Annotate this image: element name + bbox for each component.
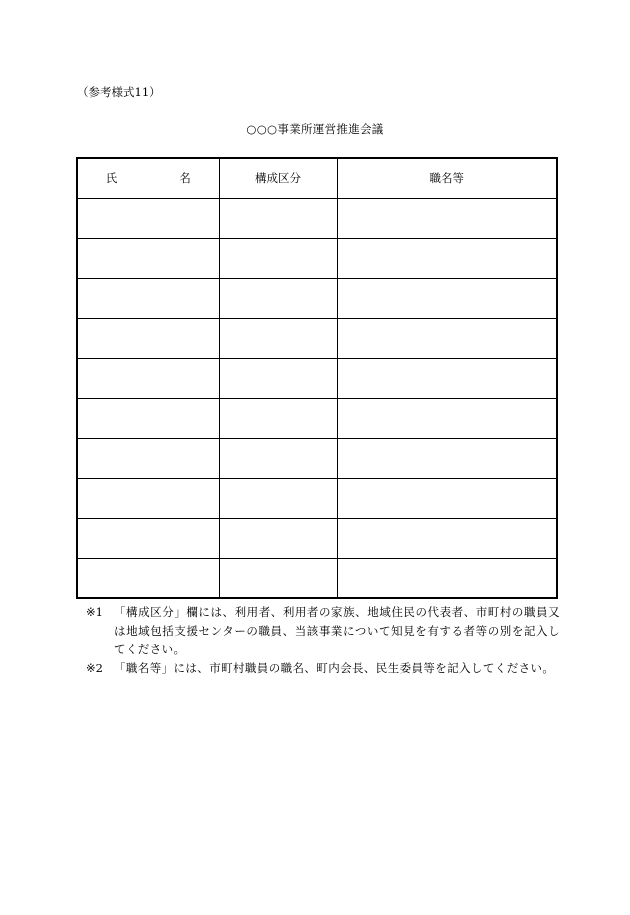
- cell-category[interactable]: [219, 278, 337, 318]
- document-title: ○○○事業所運営推進会議: [246, 122, 384, 136]
- table-row: [77, 238, 557, 278]
- cell-name[interactable]: [77, 358, 219, 398]
- member-table: [76, 157, 558, 599]
- cell-title[interactable]: [337, 238, 557, 278]
- cell-name[interactable]: [77, 478, 219, 518]
- footnote-mark: ※1: [86, 605, 103, 619]
- form-reference-label: （参考様式11）: [77, 85, 161, 99]
- footnote-text: 「職名等」には、市町村職員の職名、町内会長、民生委員等を記入してください。: [114, 660, 555, 675]
- table-row: [77, 518, 557, 558]
- table-row: [77, 198, 557, 238]
- cell-title[interactable]: [337, 318, 557, 358]
- cell-title[interactable]: [337, 278, 557, 318]
- cell-category[interactable]: [219, 518, 337, 558]
- cell-category[interactable]: [219, 318, 337, 358]
- cell-name[interactable]: [77, 438, 219, 478]
- cell-category[interactable]: [219, 358, 337, 398]
- header-name: 氏 名: [77, 158, 219, 198]
- table-header-row: [77, 158, 557, 198]
- table-row: [77, 358, 557, 398]
- header-category: 構成区分: [219, 158, 337, 198]
- table-row: [77, 558, 557, 598]
- cell-title[interactable]: [337, 398, 557, 438]
- cell-name[interactable]: [77, 198, 219, 238]
- cell-title[interactable]: [337, 198, 557, 238]
- table-row: [77, 318, 557, 358]
- footnotes: [86, 603, 560, 677]
- cell-name[interactable]: [77, 558, 219, 598]
- table-row: [77, 398, 557, 438]
- cell-name[interactable]: [77, 398, 219, 438]
- cell-title[interactable]: [337, 438, 557, 478]
- footnote-text: 「構成区分」欄には、利用者、利用者の家族、地域住民の代表者、市町村の職員又は地域包括支援センターの職員、当該事業について知見を有する者等の別を記入してください。: [114, 605, 560, 656]
- cell-category[interactable]: [219, 398, 337, 438]
- footnote-2: [86, 659, 560, 678]
- cell-title[interactable]: [337, 518, 557, 558]
- cell-category[interactable]: [219, 198, 337, 238]
- cell-category[interactable]: [219, 438, 337, 478]
- cell-category[interactable]: [219, 238, 337, 278]
- footnote-1: [86, 603, 560, 659]
- table-row: [77, 438, 557, 478]
- cell-title[interactable]: [337, 558, 557, 598]
- table-row: [77, 278, 557, 318]
- cell-name[interactable]: [77, 238, 219, 278]
- table-row: [77, 478, 557, 518]
- cell-name[interactable]: [77, 518, 219, 558]
- cell-title[interactable]: [337, 358, 557, 398]
- footnote-mark: ※2: [86, 660, 103, 675]
- cell-category[interactable]: [219, 478, 337, 518]
- cell-category[interactable]: [219, 558, 337, 598]
- cell-title[interactable]: [337, 478, 557, 518]
- cell-name[interactable]: [77, 278, 219, 318]
- header-title: 職名等: [337, 158, 557, 198]
- cell-name[interactable]: [77, 318, 219, 358]
